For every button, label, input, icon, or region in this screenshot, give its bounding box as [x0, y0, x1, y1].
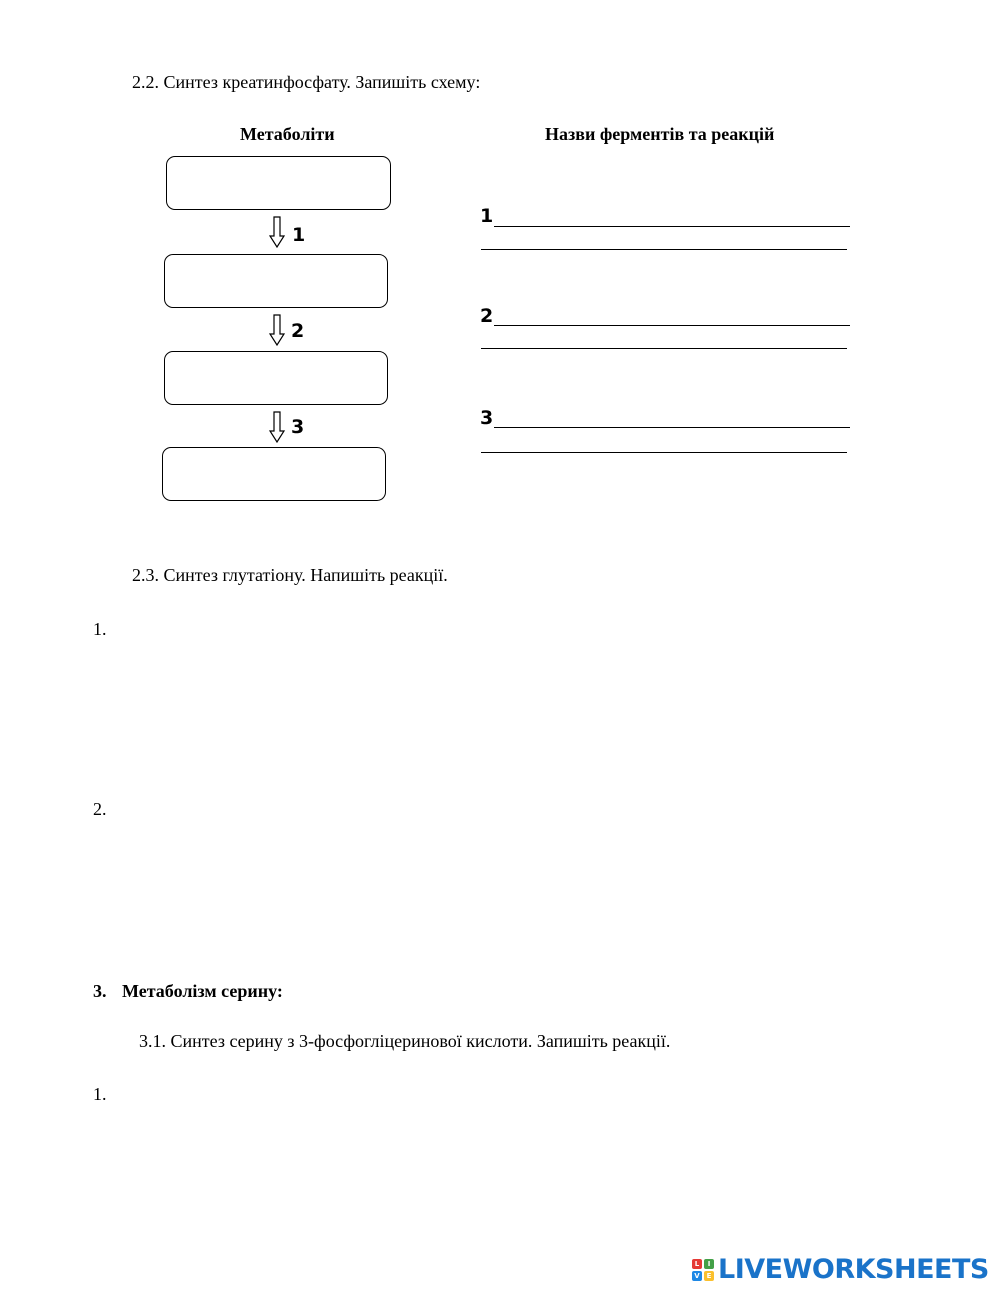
section-3-title: Метаболізм серину: — [122, 981, 283, 1001]
list-item-number: 1. — [93, 619, 107, 639]
liveworksheets-logo — [692, 1253, 989, 1287]
answer-line-3b[interactable] — [481, 452, 847, 453]
metabolite-box-2[interactable] — [164, 254, 388, 308]
answer-line-2b[interactable] — [481, 348, 847, 349]
step-number-1: 1 — [292, 224, 306, 246]
list-item-number: 2. — [93, 799, 107, 819]
down-arrow-icon — [269, 314, 285, 346]
section-2-2-heading: 2.2. Синтез креатинфосфату. Запишіть схему: — [132, 72, 481, 92]
down-arrow-icon — [269, 411, 285, 443]
down-arrow-icon — [269, 216, 285, 248]
answer-number-1: 1 — [480, 205, 494, 227]
section-3-number: 3. — [93, 981, 107, 1001]
answer-line-3a[interactable] — [494, 427, 850, 428]
section-2-3-heading: 2.3. Синтез глутатіону. Напишіть реакції. — [132, 565, 448, 585]
step-number-3: 3 — [291, 416, 305, 438]
list-item-number: 1. — [93, 1084, 107, 1104]
answer-number-2: 2 — [480, 305, 494, 327]
metabolite-box-4[interactable] — [162, 447, 386, 501]
answer-line-1a[interactable] — [494, 226, 850, 227]
metabolites-column-header: Метаболіти — [240, 124, 335, 144]
section-3-1-heading: 3.1. Синтез серину з 3-фосфогліцеринової кислоти. Запишіть реакції. — [139, 1031, 671, 1051]
answer-line-1b[interactable] — [481, 249, 847, 250]
metabolite-box-1[interactable] — [166, 156, 391, 210]
metabolite-box-3[interactable] — [164, 351, 388, 405]
answer-line-2a[interactable] — [494, 325, 850, 326]
logo-text: LIVEWORKSHEETS — [718, 1254, 989, 1285]
logo-mark-icon: L I V E — [692, 1259, 714, 1281]
step-number-2: 2 — [291, 320, 305, 342]
enzymes-column-header: Назви ферментів та реакцій — [545, 124, 775, 144]
answer-number-3: 3 — [480, 407, 494, 429]
